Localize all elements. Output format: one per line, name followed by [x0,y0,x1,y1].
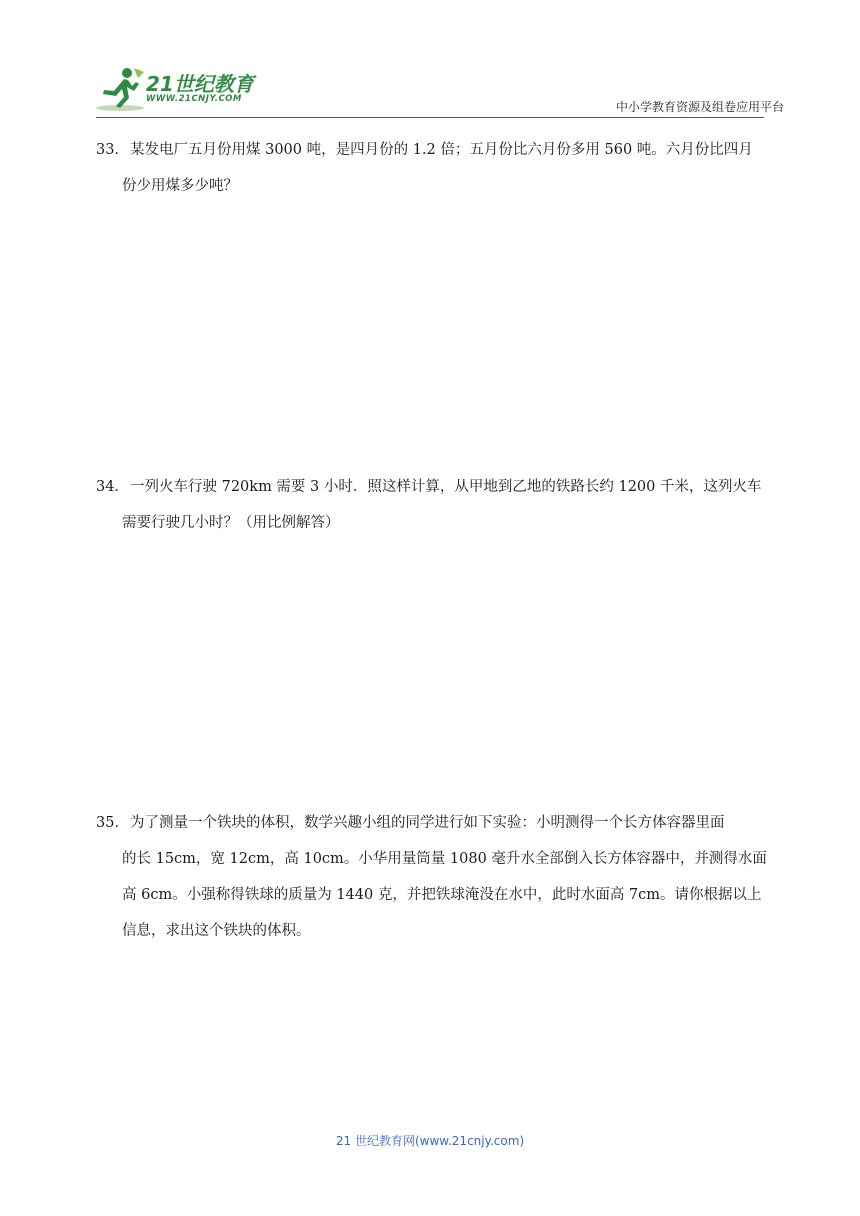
question-text-line: 高 6cm。小强称得铁球的质量为 1440 克，并把铁球淹没在水中，此时水面高 7cm。请你根据以上 [122,887,762,903]
question-text-line: 份少用煤多少吨？ [122,178,238,194]
question-text-line: 需要行驶几小时？（用比例解答） [122,515,340,531]
question-text-line: 的长 15cm，宽 12cm，高 10cm。小华用量筒量 1080 毫升水全部倒入长方体容器中，并测得水面 [122,851,767,867]
question-35 [96,805,767,949]
question-text-line: 一列火车行驶 720km 需要 3 小时．照这样计算，从甲地到乙地的铁路长约 1200 千米，这列火车 [130,479,762,495]
footer-link[interactable]: 21 世纪教育网(www.21cnjy.com) [335,1134,525,1148]
page-header [0,0,860,120]
logo [94,64,264,116]
question-33 [96,132,764,204]
question-number: 35． [96,815,129,831]
runner-logo-icon [94,64,146,114]
question-number: 33． [96,142,129,158]
question-text-line: 为了测量一个铁块的体积，数学兴趣小组的同学进行如下实验：小明测得一个长方体容器里面 [130,815,725,831]
question-text-line: 信息，求出这个铁块的体积。 [122,923,311,939]
logo-text: 21世纪教育 [146,72,254,96]
header-divider [96,117,764,118]
platform-name: 中小学教育资源及组卷应用平台 [615,100,784,114]
question-number: 34． [96,479,129,495]
logo-url: WWW.21CNJY.COM [146,94,242,104]
question-34 [96,469,764,541]
question-text-line: 某发电厂五月份用煤 3000 吨，是四月份的 1.2 倍；五月份比六月份多用 560 吨。六月份比四月 [130,142,753,158]
